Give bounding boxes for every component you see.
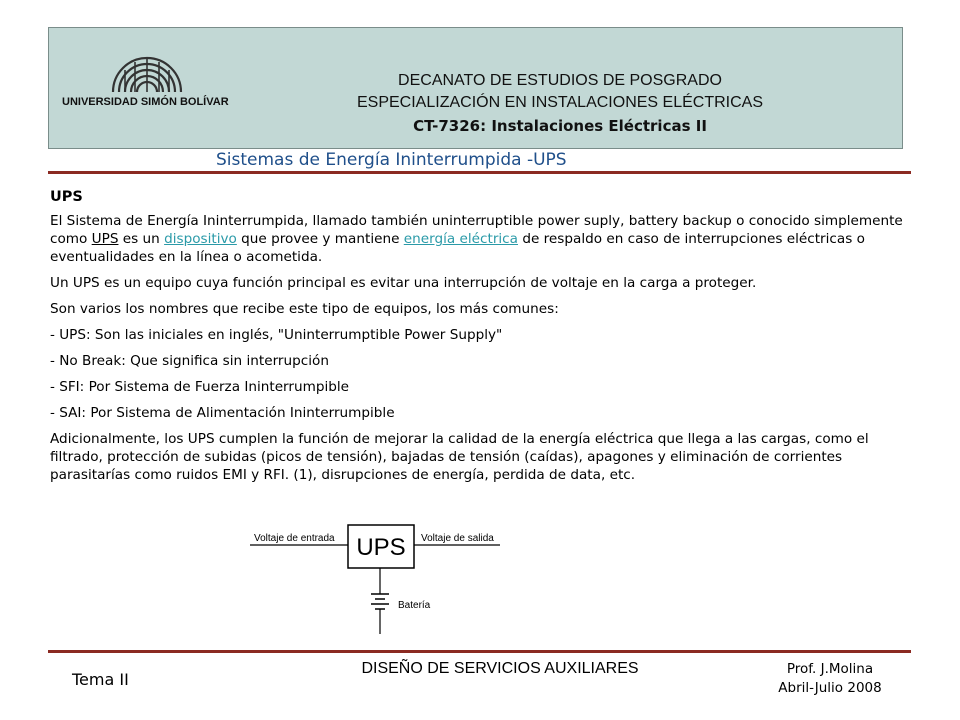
list-item: - SFI: Por Sistema de Fuerza Ininterrumpible [50, 379, 350, 395]
title-divider [48, 171, 911, 174]
slide-body [50, 188, 912, 492]
text-span: de respaldo en caso de interrupciones eléctricas o eventualidades en la línea o acometida. [50, 231, 865, 265]
input-voltage-label: Voltaje de entrada [254, 533, 335, 544]
university-logo [62, 48, 252, 118]
text-span: es un [118, 231, 165, 247]
footer-divider [48, 650, 911, 653]
section-heading: UPS [50, 189, 83, 205]
battery-label: Batería [398, 600, 431, 611]
energia-electrica-link[interactable]: energía eléctrica [403, 231, 518, 247]
footer-author-block [750, 660, 910, 698]
university-emblem-icon [107, 48, 187, 96]
footer-period: Abril-Julio 2008 [778, 680, 882, 696]
output-voltage-label: Voltaje de salida [421, 533, 494, 544]
additional-paragraph: Adicionalmente, los UPS cumplen la función de mejorar la calidad de la energía eléctrica que llega a las cargas, como el filtrado, protección de subidas (picos de tensión), bajadas de tensión (caídas), apagones y eliminación de corrientes parasitarías como ruidos EMI y RFI. (1), disrupciones de energía, perdida de data, etc. [50, 431, 869, 483]
names-intro-paragraph: Son varios los nombres que recibe este tipo de equipos, los más comunes: [50, 301, 559, 317]
list-item: - No Break: Que significa sin interrupción [50, 353, 329, 369]
text-span: El Sistema de Energía Ininterrumpida, llamado también uninterruptible power suply, battery backup o conocido simplemente como [50, 213, 903, 247]
university-name: UNIVERSIDAD SIMÓN BOLÍVAR [62, 96, 229, 108]
header-line-1: DECANATO DE ESTUDIOS DE POSGRADO [398, 72, 722, 89]
ups-box-label: UPS [356, 534, 406, 561]
slide-title: Sistemas de Energía Ininterrumpida -UPS [216, 150, 567, 170]
text-span: que provee y mantiene [236, 231, 404, 247]
definition-paragraph [50, 212, 912, 266]
function-paragraph: Un UPS es un equipo cuya función principal es evitar una interrupción de voltaje en la carga a proteger. [50, 275, 757, 291]
footer-author: Prof. J.Molina [786, 661, 874, 677]
course-title: CT-7326: Instalaciones Eléctricas II [413, 117, 707, 135]
footer-topic: Tema II [72, 670, 129, 689]
header-line-2: ESPECIALIZACIÓN EN INSTALACIONES ELÉCTRICAS [356, 94, 764, 111]
list-item: - SAI: Por Sistema de Alimentación Ininterrumpible [50, 405, 395, 421]
ups-diagram [250, 520, 510, 640]
dispositivo-link[interactable]: dispositivo [164, 231, 237, 247]
ups-link[interactable]: UPS [91, 231, 119, 247]
footer-course-name: DISEÑO DE SERVICIOS AUXILIARES [361, 660, 639, 677]
list-item: - UPS: Son las iniciales en inglés, "Uninterrumptible Power Supply" [50, 327, 503, 343]
